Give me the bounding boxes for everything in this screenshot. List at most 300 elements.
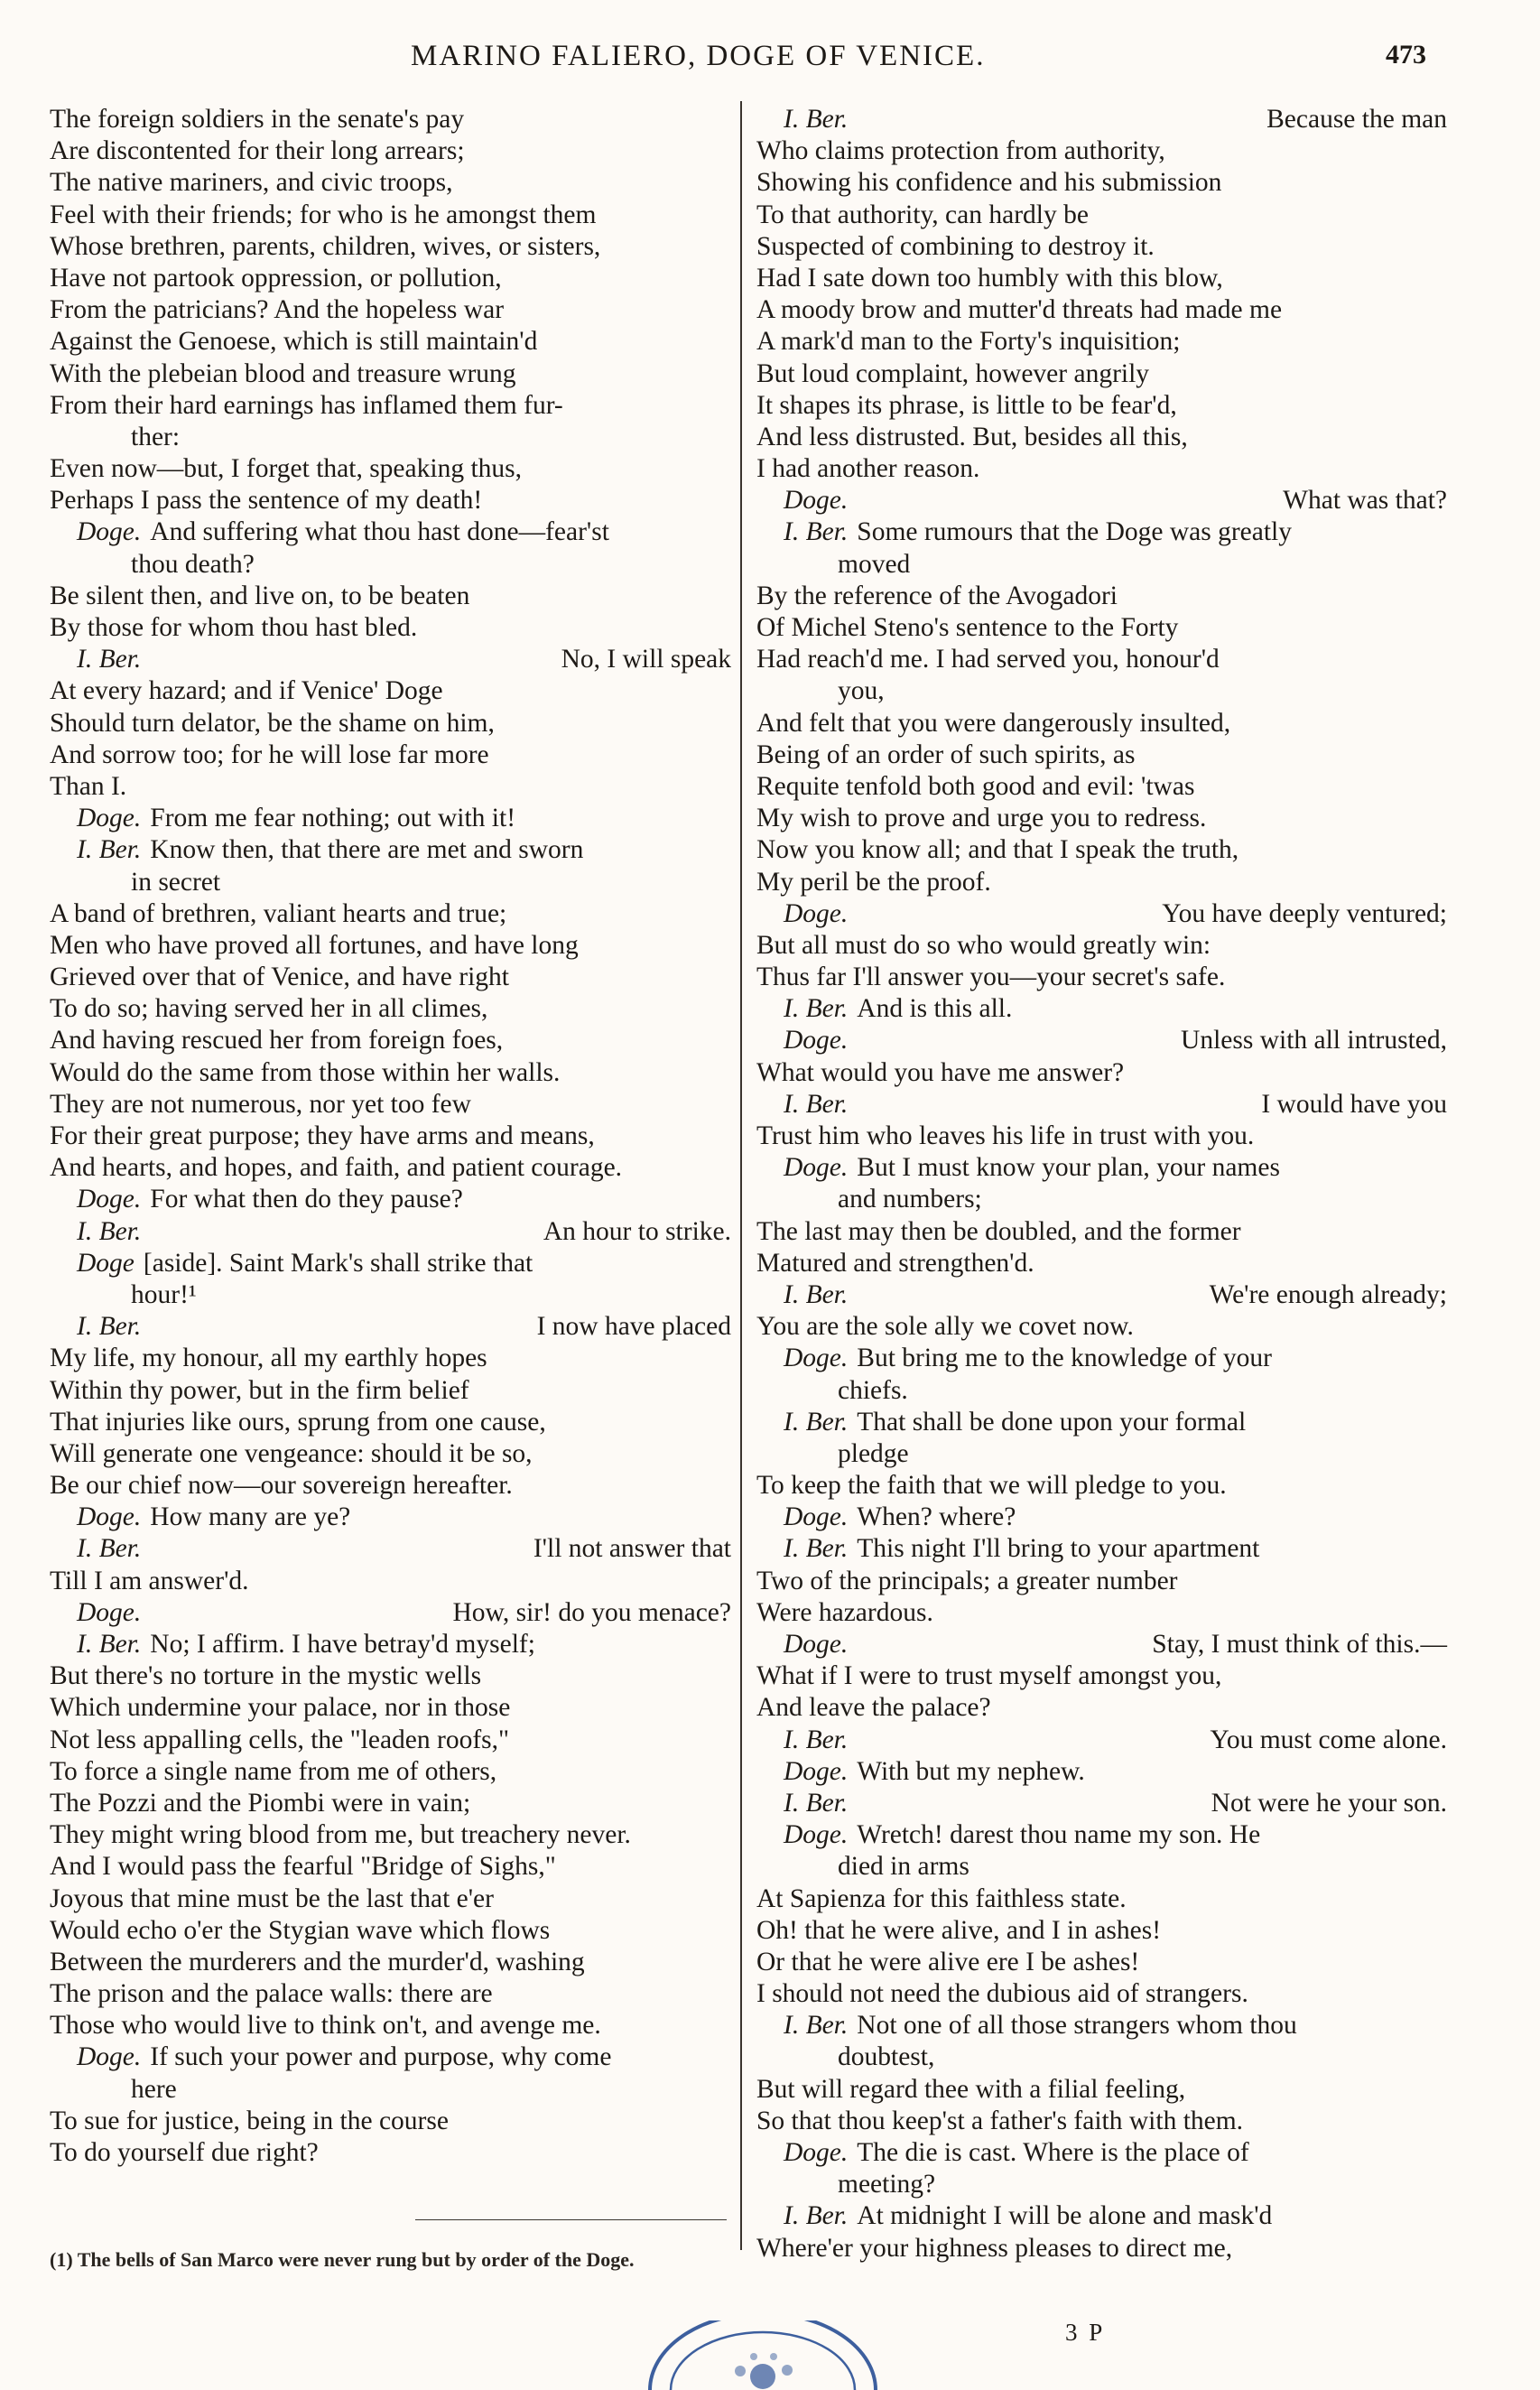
verse-line	[756, 1216, 1447, 1248]
verse-line	[756, 2137, 1447, 2169]
line-text: A band of brethren, valiant hearts and true;	[50, 898, 507, 928]
line-text: You have deeply ventured;	[1162, 898, 1447, 928]
verse-line	[50, 1756, 731, 1788]
verse-line	[756, 1566, 1447, 1597]
verse-line	[756, 390, 1447, 422]
line-text: Stay, I must think of this.—	[1152, 1630, 1447, 1659]
line-text: With the plebeian blood and treasure wrung	[50, 358, 516, 388]
line-text: What if I were to trust myself amongst you,	[756, 1661, 1222, 1691]
line-text: That shall be done upon your formal	[857, 1407, 1247, 1437]
line-text: My peril be the proof.	[756, 867, 991, 897]
verse-line	[50, 549, 731, 581]
line-text: hour!¹	[131, 1279, 197, 1309]
line-text: At every hazard; and if Venice' Doge	[50, 676, 443, 706]
verse-line	[50, 898, 731, 930]
verse-line	[756, 294, 1447, 326]
line-text: Would echo o'er the Stygian wave which flows	[50, 1915, 551, 1945]
verse-line	[50, 263, 731, 294]
line-text: [aside]. Saint Mark's shall strike that	[143, 1248, 533, 1278]
line-text: From the patricians? And the hopeless war	[50, 295, 505, 325]
verse-line	[50, 1597, 731, 1629]
verse-line	[50, 1883, 731, 1915]
verse-line	[756, 1248, 1447, 1279]
verse-line	[50, 2137, 731, 2169]
line-text: How many are ye?	[150, 1502, 351, 1532]
line-text: Be our chief now—our sovereign hereafter.	[50, 1471, 513, 1501]
line-text: A moody brow and mutter'd threats had made me	[756, 295, 1283, 325]
line-text: chiefs.	[838, 1375, 908, 1405]
line-text: But all must do so who would greatly win:	[756, 930, 1211, 960]
speaker-name: Doge.	[784, 1153, 849, 1183]
line-text: Because the man	[1266, 105, 1447, 134]
verse-line	[50, 1788, 731, 1819]
line-text: Are discontented for their long arrears;	[50, 136, 465, 166]
line-text: I now have placed	[536, 1312, 731, 1342]
speaker-name: I. Ber.	[784, 1725, 849, 1754]
line-text: That injuries like ours, sprung from one cause,	[50, 1407, 546, 1437]
speaker-name: I. Ber.	[77, 835, 142, 865]
verse-line	[50, 2010, 731, 2041]
verse-line	[756, 1915, 1447, 1947]
line-text: Where'er your highness pleases to direct me,	[756, 2233, 1233, 2263]
verse-line	[50, 675, 731, 707]
verse-line	[50, 739, 731, 771]
line-text: If such your power and purpose, why come	[150, 2042, 612, 2072]
line-text: Suspected of combining to destroy it.	[756, 231, 1155, 261]
verse-line	[756, 803, 1447, 834]
speaker-name: I. Ber.	[784, 1407, 849, 1437]
line-text: And leave the palace?	[756, 1693, 991, 1723]
verse-line	[756, 104, 1447, 135]
line-text: This night I'll bring to your apartment	[857, 1534, 1260, 1564]
line-text: Were hazardous.	[756, 1597, 933, 1627]
right-text-column	[756, 104, 1447, 2264]
line-text: From their hard earnings has inflamed them fur-	[50, 390, 563, 420]
verse-line	[50, 1819, 731, 1851]
verse-line	[50, 581, 731, 612]
verse-line	[50, 135, 731, 167]
line-text: Of Michel Steno's sentence to the Forty	[756, 613, 1179, 642]
verse-line	[756, 1597, 1447, 1629]
verse-line	[756, 516, 1447, 548]
line-text: Being of an order of such spirits, as	[756, 739, 1136, 769]
verse-line	[50, 1089, 731, 1121]
verse-line	[50, 1057, 731, 1089]
line-text: How, sir! do you menace?	[452, 1597, 731, 1627]
speaker-name: I. Ber.	[77, 645, 142, 674]
speaker-name: Doge.	[784, 1820, 849, 1850]
line-text: And less distrusted. But, besides all this,	[756, 422, 1188, 451]
verse-line	[50, 294, 731, 326]
line-text: Whose brethren, parents, children, wives, or sisters,	[50, 231, 601, 261]
verse-line	[50, 867, 731, 898]
verse-line	[756, 231, 1447, 263]
verse-line	[756, 422, 1447, 453]
verse-line	[50, 231, 731, 263]
verse-line	[50, 1978, 731, 2010]
speaker-name: Doge.	[77, 804, 142, 833]
line-text: And having rescued her from foreign foes,	[50, 1026, 504, 1056]
verse-line	[756, 2169, 1447, 2200]
verse-line	[756, 771, 1447, 803]
verse-line	[50, 1248, 731, 1279]
verse-line	[50, 1152, 731, 1184]
line-text: Will generate one vengeance: should it be so,	[50, 1438, 533, 1468]
verse-line	[756, 898, 1447, 930]
verse-line	[756, 581, 1447, 612]
line-text: No; I affirm. I have betray'd myself;	[150, 1630, 535, 1659]
verse-line	[756, 1089, 1447, 1121]
verse-line	[756, 453, 1447, 485]
verse-line	[756, 1470, 1447, 1502]
line-text: here	[131, 2074, 177, 2104]
line-text: Wretch! darest thou name my son. He	[857, 1820, 1261, 1850]
line-text: By those for whom thou hast bled.	[50, 613, 418, 642]
line-text: meeting?	[838, 2170, 936, 2199]
verse-line	[50, 962, 731, 993]
verse-line	[50, 1502, 731, 1533]
verse-line	[50, 453, 731, 485]
line-text: But loud complaint, however angrily	[756, 358, 1150, 388]
speaker-name: Doge.	[784, 1756, 849, 1786]
verse-line	[50, 1121, 731, 1152]
speaker-name: Doge.	[784, 1344, 849, 1373]
verse-line	[756, 644, 1447, 675]
verse-line	[756, 675, 1447, 707]
verse-line	[756, 2041, 1447, 2073]
line-text: Against the Genoese, which is still maintain'd	[50, 327, 538, 357]
verse-line	[756, 1311, 1447, 1343]
line-text: Not one of all those strangers whom thou	[857, 2011, 1297, 2041]
line-text: Or that he were alive ere I be ashes!	[756, 1947, 1140, 1976]
line-text: thou death?	[131, 549, 255, 579]
line-text: Matured and strengthen'd.	[756, 1248, 1034, 1278]
speaker-name: I. Ber.	[784, 1534, 849, 1564]
verse-line	[50, 1279, 731, 1311]
line-text: A mark'd man to the Forty's inquisition;	[756, 327, 1181, 357]
verse-line	[756, 993, 1447, 1025]
line-text: And is this all.	[857, 994, 1013, 1024]
line-text: Would do the same from those within her walls.	[50, 1057, 561, 1087]
footnote-rule	[415, 2219, 727, 2220]
verse-line	[756, 1343, 1447, 1374]
verse-line	[756, 1725, 1447, 1756]
line-text: For their great purpose; they have arms and means,	[50, 1121, 595, 1150]
verse-line	[756, 612, 1447, 644]
line-text: From me fear nothing; out with it!	[150, 804, 516, 833]
verse-line	[50, 1407, 731, 1438]
verse-line	[756, 1057, 1447, 1089]
line-text: The Pozzi and the Piombi were in vain;	[50, 1788, 471, 1818]
speaker-name: Doge.	[784, 2138, 849, 2167]
verse-line	[50, 2106, 731, 2137]
line-text: But there's no torture in the mystic wells	[50, 1661, 482, 1691]
speaker-name: Doge.	[77, 2042, 142, 2072]
line-text: Oh! that he were alive, and I in ashes!	[756, 1915, 1162, 1945]
verse-line	[756, 135, 1447, 167]
verse-line	[756, 708, 1447, 739]
verse-line	[756, 930, 1447, 962]
verse-line	[50, 1566, 731, 1597]
verse-line	[756, 1692, 1447, 1724]
line-text: Not less appalling cells, the "leaden roofs,"	[50, 1725, 510, 1754]
page-number: 473	[1386, 40, 1426, 70]
line-text: The die is cast. Where is the place of	[857, 2138, 1249, 2167]
verse-line	[756, 834, 1447, 866]
verse-line	[756, 2074, 1447, 2106]
verse-line	[50, 612, 731, 644]
speaker-name: Doge.	[784, 486, 849, 516]
speaker-name: Doge.	[784, 1026, 849, 1056]
line-text: Had reach'd me. I had served you, honour'd	[756, 645, 1220, 674]
line-text: Unless with all intrusted,	[1181, 1026, 1447, 1056]
line-text: An hour to strike.	[543, 1216, 731, 1246]
verse-line	[50, 1915, 731, 1947]
column-divider	[740, 101, 742, 2250]
line-text: But I must know your plan, your names	[857, 1153, 1280, 1183]
speaker-name: I. Ber.	[77, 1534, 142, 1564]
verse-line	[50, 1692, 731, 1724]
verse-line	[756, 1851, 1447, 1883]
line-text: Now you know all; and that I speak the truth,	[756, 835, 1239, 865]
verse-line	[50, 2074, 731, 2106]
line-text: Which undermine your palace, nor in those	[50, 1693, 511, 1723]
verse-line	[756, 962, 1447, 993]
speaker-name: Doge.	[784, 898, 849, 928]
speaker-name: I. Ber.	[784, 1788, 849, 1818]
verse-line	[50, 834, 731, 866]
library-stamp	[645, 2320, 880, 2390]
verse-line	[50, 422, 731, 453]
verse-line	[756, 867, 1447, 898]
line-text: We're enough already;	[1209, 1279, 1447, 1309]
speaker-name: Doge	[77, 1248, 135, 1278]
line-text: Between the murderers and the murder'd, washing	[50, 1947, 585, 1976]
verse-line	[50, 1660, 731, 1692]
verse-line	[50, 1184, 731, 1215]
verse-line	[50, 200, 731, 231]
line-text: Be silent then, and live on, to be beaten	[50, 581, 470, 610]
line-text: By the reference of the Avogadori	[756, 581, 1118, 610]
verse-line	[756, 1121, 1447, 1152]
speaker-name: Doge.	[77, 517, 142, 547]
verse-line	[50, 644, 731, 675]
verse-line	[50, 803, 731, 834]
verse-line	[50, 1311, 731, 1343]
line-text: To keep the faith that we will pledge to you.	[756, 1471, 1227, 1501]
line-text: Feel with their friends; for who is he amongst them	[50, 200, 597, 229]
line-text: pledge	[838, 1438, 909, 1468]
speaker-name: I. Ber.	[77, 1312, 142, 1342]
verse-line	[50, 993, 731, 1025]
verse-line	[50, 1438, 731, 1470]
signature-mark: 3 P	[1065, 2319, 1106, 2346]
verse-line	[50, 1343, 731, 1374]
speaker-name: Doge.	[784, 1630, 849, 1659]
line-text: I should not need the dubious aid of strangers.	[756, 1979, 1248, 2009]
speaker-name: I. Ber.	[784, 105, 849, 134]
line-text: Had I sate down too humbly with this blow,	[756, 263, 1223, 293]
verse-line	[50, 104, 731, 135]
verse-line	[756, 167, 1447, 199]
footnote: (1) The bells of San Marco were never rung but by order of the Doge.	[50, 2248, 635, 2271]
line-text: To do yourself due right?	[50, 2138, 319, 2167]
verse-line	[756, 1660, 1447, 1692]
running-header	[0, 40, 1540, 83]
verse-line	[756, 1978, 1447, 2010]
verse-line	[756, 2233, 1447, 2264]
verse-line	[756, 1407, 1447, 1438]
verse-line	[50, 771, 731, 803]
verse-line	[50, 516, 731, 548]
speaker-name: Doge.	[77, 1597, 142, 1627]
line-text: And I would pass the fearful "Bridge of Sighs,"	[50, 1852, 556, 1882]
verse-line	[50, 1629, 731, 1660]
speaker-name: I. Ber.	[784, 2201, 849, 2231]
line-text: What would you have me answer?	[756, 1057, 1125, 1087]
verse-line	[50, 1851, 731, 1883]
line-text: Two of the principals; a greater number	[756, 1566, 1178, 1595]
speaker-name: I. Ber.	[784, 1279, 849, 1309]
verse-line	[756, 1184, 1447, 1215]
verse-line	[756, 1375, 1447, 1407]
speaker-name: I. Ber.	[77, 1630, 142, 1659]
line-text: With but my nephew.	[857, 1756, 1085, 1786]
verse-line	[756, 1788, 1447, 1819]
verse-line	[756, 739, 1447, 771]
speaker-name: I. Ber.	[784, 1089, 849, 1119]
verse-line	[756, 1947, 1447, 1978]
line-text: And suffering what thou hast done—fear'st	[150, 517, 609, 547]
line-text: It shapes its phrase, is little to be fear'd,	[756, 390, 1177, 420]
line-text: Requite tenfold both good and evil: 'twas	[756, 771, 1195, 801]
speaker-name: I. Ber.	[784, 994, 849, 1024]
line-text: But will regard thee with a filial feeling,	[756, 2074, 1186, 2104]
line-text: moved	[838, 549, 911, 579]
line-text: Than I.	[50, 771, 127, 801]
line-text: in secret	[131, 867, 221, 897]
line-text: The prison and the palace walls: there are	[50, 1979, 493, 2009]
verse-line	[756, 200, 1447, 231]
verse-line	[50, 167, 731, 199]
line-text: For what then do they pause?	[150, 1185, 463, 1214]
line-text: You must come alone.	[1210, 1725, 1447, 1754]
verse-line	[756, 1533, 1447, 1565]
line-text: doubtest,	[838, 2042, 935, 2072]
line-text: Know then, that there are met and sworn	[150, 835, 584, 865]
line-text: To that authority, can hardly be	[756, 200, 1089, 229]
line-text: Perhaps I pass the sentence of my death!	[50, 486, 483, 516]
left-text-column	[50, 104, 731, 2169]
verse-line	[756, 1025, 1447, 1056]
line-text: They might wring blood from me, but treachery never.	[50, 1820, 631, 1850]
line-text: To force a single name from me of others,	[50, 1756, 497, 1786]
line-text: died in arms	[838, 1852, 969, 1882]
verse-line	[50, 1216, 731, 1248]
line-text: You are the sole ally we covet now.	[756, 1312, 1134, 1342]
verse-line	[50, 708, 731, 739]
verse-line	[756, 358, 1447, 390]
line-text: Till I am answer'd.	[50, 1566, 249, 1595]
line-text: To do so; having served her in all climes,	[50, 994, 488, 1024]
speaker-name: Doge.	[784, 1502, 849, 1532]
verse-line	[756, 1279, 1447, 1311]
verse-line	[756, 1819, 1447, 1851]
verse-line	[756, 2200, 1447, 2232]
line-text: Not were he your son.	[1211, 1788, 1447, 1818]
verse-line	[756, 1438, 1447, 1470]
verse-line	[756, 326, 1447, 358]
verse-line	[756, 1152, 1447, 1184]
line-text: I had another reason.	[756, 454, 980, 484]
verse-line	[756, 1629, 1447, 1660]
line-text: Even now—but, I forget that, speaking thus,	[50, 454, 522, 484]
verse-line	[756, 1883, 1447, 1915]
line-text: What was that?	[1283, 486, 1447, 516]
line-text: To sue for justice, being in the course	[50, 2106, 449, 2135]
line-text: The foreign soldiers in the senate's pay	[50, 105, 465, 134]
line-text: At midnight I will be alone and mask'd	[857, 2201, 1273, 2231]
line-text: So that thou keep'st a father's faith with them.	[756, 2106, 1244, 2135]
line-text: No, I will speak	[561, 645, 731, 674]
line-text: At Sapienza for this faithless state.	[756, 1883, 1127, 1913]
line-text: Thus far I'll answer you—your secret's safe.	[756, 963, 1226, 992]
line-text: The last may then be doubled, and the former	[756, 1216, 1241, 1246]
line-text: When? where?	[857, 1502, 1016, 1532]
verse-line	[50, 1375, 731, 1407]
verse-line	[50, 485, 731, 516]
line-text: Showing his confidence and his submission	[756, 168, 1222, 198]
line-text: And sorrow too; for he will lose far more	[50, 739, 489, 769]
line-text: Men who have proved all fortunes, and have long	[50, 930, 579, 960]
speaker-name: I. Ber.	[77, 1216, 142, 1246]
line-text: Have not partook oppression, or pollution,	[50, 263, 502, 293]
line-text: Grieved over that of Venice, and have right	[50, 963, 509, 992]
verse-line	[756, 263, 1447, 294]
verse-line	[50, 358, 731, 390]
verse-line	[50, 1025, 731, 1056]
line-text: But bring me to the knowledge of your	[857, 1344, 1272, 1373]
verse-line	[50, 326, 731, 358]
running-title: MARINO FALIERO, DOGE OF VENICE.	[411, 40, 986, 72]
speaker-name: Doge.	[77, 1185, 142, 1214]
line-text: Joyous that mine must be the last that e'er	[50, 1883, 494, 1913]
verse-line	[756, 1502, 1447, 1533]
verse-line	[50, 930, 731, 962]
speaker-name: I. Ber.	[784, 2011, 849, 2041]
verse-line	[50, 1947, 731, 1978]
verse-line	[756, 2106, 1447, 2137]
verse-line	[50, 390, 731, 422]
line-text: And felt that you were dangerously insulted,	[756, 708, 1231, 738]
verse-line	[756, 549, 1447, 581]
line-text: Within thy power, but in the firm belief	[50, 1375, 469, 1405]
verse-line	[756, 1756, 1447, 1788]
line-text: Those who would live to think on't, and avenge me.	[50, 2011, 601, 2041]
line-text: The native mariners, and civic troops,	[50, 168, 453, 198]
line-text: and numbers;	[838, 1185, 982, 1214]
line-text: My life, my honour, all my earthly hopes	[50, 1344, 487, 1373]
line-text: My wish to prove and urge you to redress.	[756, 804, 1207, 833]
verse-line	[50, 1470, 731, 1502]
speaker-name: Doge.	[77, 1502, 142, 1532]
verse-line	[50, 1533, 731, 1565]
line-text: Should turn delator, be the shame on him,	[50, 708, 495, 738]
verse-line	[756, 485, 1447, 516]
verse-line	[50, 1725, 731, 1756]
line-text: Some rumours that the Doge was greatly	[857, 517, 1293, 547]
line-text: you,	[838, 676, 885, 706]
